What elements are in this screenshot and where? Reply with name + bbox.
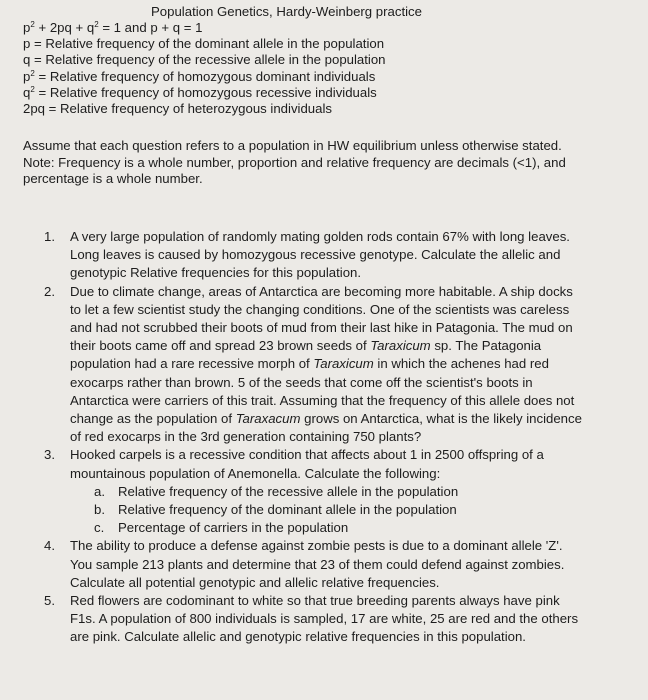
- definitions-block: [23, 20, 386, 117]
- question-2: [44, 283, 644, 447]
- question-text: A very large population of randomly mating golden rods contain 67% with long leaves. Long leaves is caused by homozygous recessive genotype. Calculate the allelic and genotypic Relative frequencies for this population.: [70, 229, 570, 281]
- question-number: 5.: [44, 593, 55, 609]
- definition-q: q = Relative frequency of the recessive allele in the population: [23, 52, 386, 68]
- question-text: Hooked carpels is a recessive condition that affects about 1 in 2500 offspring of a mountainous population of Anemonella. Calculate the following: a. Relative frequency of the recessive allele in the population b. Relative frequency of the dominant allele in the population c. Percentage of carriers in the population: [70, 446, 644, 537]
- subquestion-b: b. Relative frequency of the dominant allele in the population: [94, 502, 457, 518]
- subquestion-a: a. Relative frequency of the recessive allele in the population: [94, 483, 459, 499]
- question-text: Due to climate change, areas of Antarctica are becoming more habitable. A ship docks to let a few scientist study the changing conditions. One of the scientists was careless and had not scrubbed their boots of mud from their last hike in Patagonia. The mud on their boots came off and spread 23 brown seeds of Taraxicum sp. The Patagonia population had a rare recessive morph of Taraxicum in which the achenes had red exocarps rather than brown. 5 of the seeds that come off the scientist's boots in Antarctica were carriers of this trait. Assuming that the frequency of this allele does not change as the population of Taraxacum grows on Antarctica, what is the likely incidence of red exocarps in the 3rd generation containing 750 plants?: [70, 283, 582, 445]
- question-1: [44, 228, 644, 283]
- question-5: [44, 592, 644, 647]
- question-4: [44, 537, 644, 592]
- instructions-line: Assume that each question refers to a population in HW equilibrium unless otherwise stated.: [23, 138, 562, 153]
- hw-equation: $p^2 + 2pq + q^2 = 1$ and p + q = 1: [23, 20, 203, 35]
- definition-p-squared: $p^2$ = Relative frequency of homozygous dominant individuals: [23, 68, 376, 84]
- definition-2pq: 2pq = Relative frequency of heterozygous individuals: [23, 100, 332, 116]
- question-number: 4.: [44, 538, 55, 554]
- page-title: Population Genetics, Hardy-Weinberg practice: [151, 4, 422, 19]
- definition-q-squared: $q^2$ = Relative frequency of homozygous recessive individuals: [23, 84, 377, 100]
- instructions-line: percentage is a whole number.: [23, 171, 203, 186]
- question-number: 2.: [44, 283, 55, 299]
- question-number: 3.: [44, 447, 55, 463]
- instructions-paragraph: [23, 138, 623, 188]
- question-text: The ability to produce a defense against zombie pests is due to a dominant allele 'Z'. You sample 213 plants and determine that 23 of them could defend against zombies. Calculate all potential genotypic and allelic relative frequencies.: [70, 538, 565, 590]
- definition-p: p = Relative frequency of the dominant allele in the population: [23, 36, 385, 52]
- question-number: 1.: [44, 229, 55, 244]
- question-3: [44, 446, 644, 537]
- subquestion-c: c. Percentage of carriers in the population: [94, 520, 349, 536]
- instructions-line: Note: Frequency is a whole number, proportion and relative frequency are decimals (<1), and: [23, 154, 566, 170]
- question-list: [44, 228, 644, 647]
- question-text: Red flowers are codominant to white so that true breeding parents always have pink F1s. A population of 800 individuals is sampled, 17 are white, 25 are red and the others are pink. Calculate allelic and genotypic relative frequencies in this population.: [70, 593, 579, 645]
